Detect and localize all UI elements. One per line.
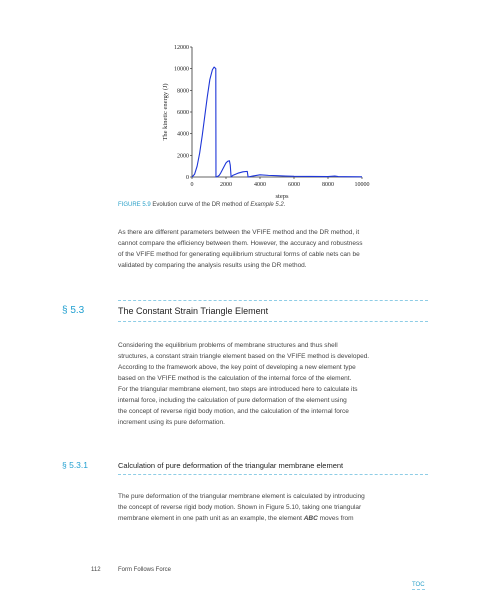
text-line: For the triangular membrane element, two steps are introduced here to calculate its — [118, 386, 358, 393]
section-bottom-rule — [118, 321, 428, 322]
y-tick-label: 8000 — [177, 88, 189, 95]
subsection-title: Calculation of pure deformation of the triangular membrane element — [118, 461, 344, 470]
figure-caption — [118, 202, 285, 208]
text-line: cannot compare the efficiency between them. However, the accuracy and robustness — [118, 240, 363, 247]
y-axis-label: The kinetic energy (J) — [162, 83, 169, 141]
y-tick-label: 2000 — [177, 153, 189, 160]
text-line: the concept of reverse rigid body motion. Shown in Figure 5.10, taking one triangular — [118, 504, 362, 511]
x-tick-label: 2000 — [220, 182, 232, 188]
figure-caption-text: Evolution curve of the DR method of — [152, 202, 249, 208]
figure-caption-example: Example 5.2. — [250, 202, 286, 208]
section-number: § 5.3 — [62, 305, 85, 316]
y-tick-label: 12000 — [174, 45, 189, 51]
section-top-rule — [118, 300, 428, 301]
subsection-paragraph — [118, 491, 428, 524]
intro-paragraph — [118, 227, 428, 271]
section-title: The Constant Strain Triangle Element — [118, 306, 269, 316]
toc-link[interactable]: TOC — [412, 582, 425, 588]
text-line: As there are different parameters between the VFIFE method and the DR method, it — [118, 229, 360, 236]
subsection-rule — [118, 474, 428, 475]
text-line: structures, a constant strain triangle element based on the VFIFE method is developed. — [118, 353, 370, 360]
text-line: increment using its pure deformation. — [118, 419, 225, 426]
x-tick-label: 6000 — [288, 182, 300, 188]
subsection-number: § 5.3.1 — [62, 460, 88, 470]
x-tick-label: 8000 — [322, 182, 334, 188]
x-tick-label: 10000 — [354, 182, 370, 188]
text-fragment: membrane element in one path unit as an example, the element — [118, 515, 304, 522]
y-tick-label: 10000 — [174, 66, 189, 73]
y-tick-label: 4000 — [177, 131, 189, 138]
y-tick-label: 6000 — [177, 110, 189, 116]
text-line: based on the VFIFE method is the calculation of the internal force of the element. — [118, 375, 352, 382]
x-tick-label: 4000 — [254, 182, 266, 188]
text-line: According to the framework above, the key point of developing a new element type — [118, 364, 356, 371]
text-line: the concept of reverse rigid body motion, and the calculation of the internal force — [118, 408, 349, 415]
kinetic-energy-chart — [155, 40, 385, 220]
figure-caption-label: FIGURE 5.9 — [118, 202, 151, 208]
text-fragment: moves from — [317, 515, 354, 522]
text-line: validated by comparing the analysis results using the DR method. — [118, 262, 307, 269]
y-tick-label: 0 — [186, 175, 189, 181]
x-axis-label: steps — [275, 193, 289, 200]
section-paragraph — [118, 340, 428, 428]
element-label: ABC — [303, 515, 318, 522]
page-number: 112 — [91, 567, 101, 573]
x-tick-label: 0 — [190, 182, 194, 188]
text-line: internal force, including the calculation of pure deformation of the element using — [118, 397, 347, 404]
text-line — [118, 513, 428, 524]
text-line: of the VFIFE method for generating equilibrium structural forms of cable nets can be — [118, 251, 360, 258]
text-line: Considering the equilibrium problems of membrane structures and thus shell — [118, 342, 338, 349]
series-line — [192, 67, 362, 177]
book-title: Form Follows Force — [118, 567, 172, 573]
text-line: The pure deformation of the triangular membrane element is calculated by introducing — [118, 493, 365, 500]
